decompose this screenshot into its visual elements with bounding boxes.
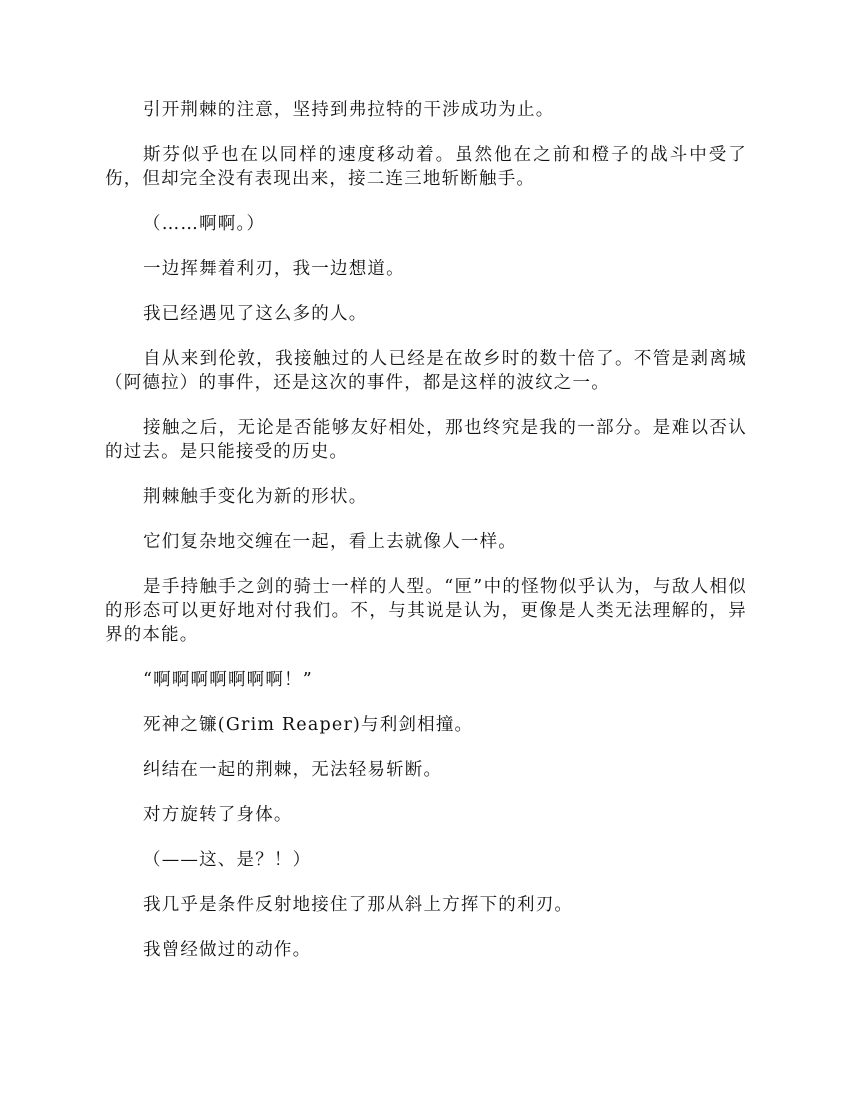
paragraph: 接触之后，无论是否能够友好相处，那也终究是我的一部分。是难以否认的过去。是只能接受的历史。 xyxy=(105,418,747,462)
paragraph: （……啊啊。） xyxy=(143,214,266,234)
paragraph: 死神之镰(Grim Reaper)与利剑相撞。 xyxy=(143,715,474,735)
paragraph: 斯芬似乎也在以同样的速度移动着。虽然他在之前和橙子的战斗中受了伤，但却完全没有表现出来，接二连三地斩断触手。 xyxy=(105,145,747,189)
paragraph: 纠结在一起的荆棘，无法轻易斩断。 xyxy=(143,760,443,780)
paragraph: 自从来到伦敦，我接触过的人已经是在故乡时的数十倍了。不管是剥离城（阿德拉）的事件，还是这次的事件，都是这样的波纹之一。 xyxy=(105,349,747,393)
paragraph: 它们复杂地交缠在一起，看上去就像人一样。 xyxy=(143,532,517,552)
paragraph: 荆棘触手变化为新的形状。 xyxy=(143,487,368,507)
paragraph: （——这、是？！） xyxy=(143,850,312,870)
paragraph: 我曾经做过的动作。 xyxy=(143,940,312,960)
paragraph: 一边挥舞着利刃，我一边想道。 xyxy=(143,259,405,279)
paragraph: 我已经遇见了这么多的人。 xyxy=(143,304,368,324)
paragraph: 我几乎是条件反射地接住了那从斜上方挥下的利刃。 xyxy=(143,895,574,915)
paragraph: 引开荆棘的注意，坚持到弗拉特的干涉成功为止。 xyxy=(143,100,555,120)
paragraph: “啊啊啊啊啊啊啊！” xyxy=(143,670,313,690)
paragraph: 是手持触手之剑的骑士一样的人型。“匣”中的怪物似乎认为，与敌人相似的形态可以更好地对付我们。不，与其说是认为，更像是人类无法理解的，异界的本能。 xyxy=(105,577,747,645)
paragraph: 对方旋转了身体。 xyxy=(143,805,293,825)
document-page xyxy=(105,98,747,983)
